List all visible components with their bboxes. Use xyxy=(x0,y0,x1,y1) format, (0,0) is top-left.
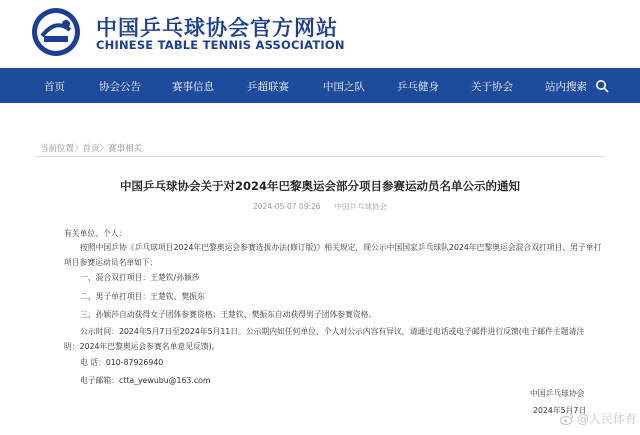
nav-item-about[interactable]: 关于协会 xyxy=(471,81,513,93)
site-header xyxy=(0,0,640,68)
nav-item-home[interactable]: 首页 xyxy=(44,81,65,93)
breadcrumb-divider xyxy=(36,156,604,157)
article-paragraph: 按照中国乒协《乒乓球项目2024年巴黎奥运会参赛选拔办法(修订版)》相关规定，现公示中国国家乒乓球队2024年巴黎奥运会混合双打项目、男子单打 xyxy=(80,243,602,252)
article-meta xyxy=(0,201,640,212)
banner-spacer xyxy=(0,103,640,138)
article-salutation: 有关单位、个人： xyxy=(64,229,127,238)
nav-item-national-team[interactable]: 中国之队 xyxy=(323,81,365,93)
watermark-text: @人民体育 xyxy=(577,412,638,426)
article-list-item: 一、混合双打项目：王楚钦/孙颖莎 xyxy=(80,273,200,282)
article-paragraph: 项目参赛运动员名单如下： xyxy=(64,258,158,267)
weibo-icon xyxy=(560,413,574,425)
site-name-cn[interactable]: 中国乒乓球协会官方网站 xyxy=(96,16,338,40)
breadcrumb-sep: 〉 xyxy=(74,144,83,154)
article-date: 2024-05-07 09:26 xyxy=(252,202,321,211)
article-list-item: 二、男子单打项目：王楚钦、樊振东 xyxy=(80,292,205,301)
breadcrumb xyxy=(40,142,142,154)
breadcrumb-home-link[interactable]: 首页 xyxy=(82,144,100,154)
article-list-item: 三、孙颖莎自动获得女子团体参赛资格；王楚钦、樊振东自动获得男子团体参赛资格。 xyxy=(80,310,377,319)
breadcrumb-label: 当前位置 xyxy=(40,144,75,154)
search-icon[interactable] xyxy=(595,79,609,93)
weibo-watermark xyxy=(560,410,637,427)
article-source: 中国乒乓球协会 xyxy=(334,202,388,211)
contact-phone: 电 话：010-87926940 xyxy=(80,358,164,367)
breadcrumb-sep: 〉 xyxy=(99,144,109,154)
ctta-logo-icon[interactable] xyxy=(30,6,82,58)
signature-org: 中国乒乓球协会 xyxy=(530,389,585,398)
article-title: 中国乒乓球协会关于对2024年巴黎奥运会部分项目参赛运动员名单公示的通知 xyxy=(119,179,520,193)
nav-item-super-league[interactable]: 乒超联赛 xyxy=(247,81,289,93)
signature-date: 2024年5月7日 xyxy=(533,406,587,415)
breadcrumb-events-link[interactable]: 赛事相关 xyxy=(108,144,143,154)
nav-item-announcements[interactable]: 协会公告 xyxy=(99,81,141,93)
main-nav xyxy=(0,68,640,103)
nav-item-search[interactable]: 站内搜索 xyxy=(545,81,587,93)
article-paragraph: 公示时间：2024年5月7日至2024年5月11日。公示期内如任何单位、个人对公示内容有异议，请通过电话或电子邮件进行反馈(电子邮件主题请注 xyxy=(80,327,585,336)
nav-item-events[interactable]: 赛事信息 xyxy=(172,81,214,93)
site-name-en: CHINESE TABLE TENNIS ASSOCIATION xyxy=(96,38,345,52)
article-paragraph: 明：2024年巴黎奥运会参赛名单意见反馈)。 xyxy=(64,342,220,351)
contact-email: 电子邮箱：ctta_yewubu@163.com xyxy=(80,376,211,385)
nav-item-fitness[interactable]: 乒乓健身 xyxy=(397,81,439,93)
